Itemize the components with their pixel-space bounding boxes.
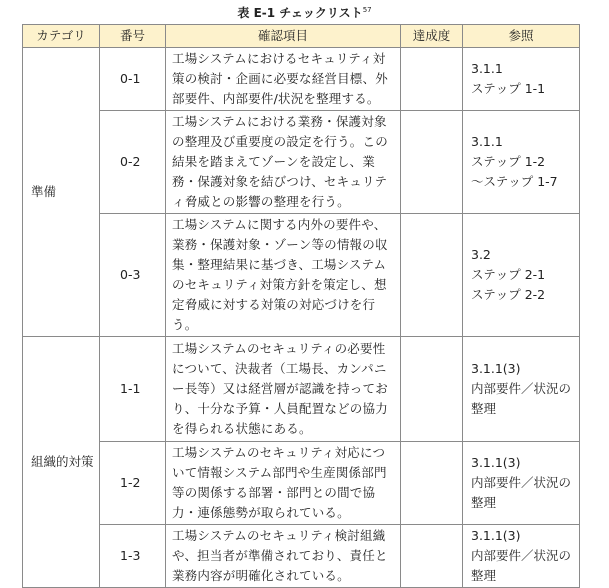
ref-line: 内部要件／状況の <box>471 475 572 490</box>
item-cell: 工場システムのセキュリティの必要性について、決裁者（工場長、カンパニー長等）又は経営層が認識を持っており、十分な予算・人員配置などの協力を得られる状態にある。 <box>166 337 401 442</box>
header-reference: 参照 <box>463 25 580 48</box>
number-cell: 0-2 <box>100 111 166 214</box>
achievement-cell[interactable] <box>401 111 463 214</box>
reference-cell <box>463 337 580 442</box>
ref-line: ステップ 2-1 <box>471 267 546 282</box>
title-text: 表 E-1 チェックリスト <box>237 6 363 20</box>
ref-line: 整理 <box>471 495 497 510</box>
number-cell: 0-3 <box>100 214 166 337</box>
table-row <box>23 111 580 214</box>
table-row <box>23 214 580 337</box>
table-row <box>23 525 580 588</box>
checklist-table <box>22 24 580 588</box>
ref-line: ～ステップ 1-7 <box>471 174 558 189</box>
number-cell: 1-1 <box>100 337 166 442</box>
item-cell: 工場システムにおけるセキュリティ対策の検討・企画に必要な経営目標、外部要件、内部要件/状況を整理する。 <box>166 48 401 111</box>
table-row <box>23 442 580 525</box>
ref-line: 3.1.1(3) <box>471 528 521 543</box>
ref-line: 3.1.1(3) <box>471 361 521 376</box>
ref-line: 3.1.1 <box>471 134 503 149</box>
achievement-cell[interactable] <box>401 442 463 525</box>
number-cell: 0-1 <box>100 48 166 111</box>
ref-line: 3.1.1 <box>471 61 503 76</box>
achievement-cell[interactable] <box>401 525 463 588</box>
ref-line: ステップ 2-2 <box>471 287 546 302</box>
header-achievement: 達成度 <box>401 25 463 48</box>
table-title <box>0 4 609 21</box>
table-row <box>23 337 580 442</box>
ref-line: 3.2 <box>471 247 491 262</box>
ref-line: 整理 <box>471 401 497 416</box>
achievement-cell[interactable] <box>401 214 463 337</box>
achievement-cell[interactable] <box>401 337 463 442</box>
header-item: 確認項目 <box>166 25 401 48</box>
ref-line: ステップ 1-2 <box>471 154 546 169</box>
ref-line: ステップ 1-1 <box>471 81 546 96</box>
header-category: カテゴリ <box>23 25 100 48</box>
header-row <box>23 25 580 48</box>
item-cell: 工場システムのセキュリティ検討組織や、担当者が準備されており、責任と業務内容が明確化されている。 <box>166 525 401 588</box>
achievement-cell[interactable] <box>401 48 463 111</box>
item-cell: 工場システムのセキュリティ対応について情報システム部門や生産関係部門等の関係する部署・部門との間で協力・連係態勢が取られている。 <box>166 442 401 525</box>
item-cell: 工場システムに関する内外の要件や、業務・保護対象・ゾーン等の情報の収集・整理結果に基づき、工場システムのセキュリティ対策方針を策定し、想定脅威に対する対策の対応づけを行う。 <box>166 214 401 337</box>
reference-cell <box>463 48 580 111</box>
ref-line: 内部要件／状況の <box>471 381 572 396</box>
reference-cell <box>463 214 580 337</box>
reference-cell <box>463 525 580 588</box>
category-cell: 準備 <box>23 48 100 337</box>
reference-cell <box>463 111 580 214</box>
category-cell: 組織的対策 <box>23 337 100 588</box>
ref-line: 内部要件／状況の <box>471 548 572 563</box>
ref-line: 整理 <box>471 568 497 583</box>
header-number: 番号 <box>100 25 166 48</box>
number-cell: 1-2 <box>100 442 166 525</box>
footnote-ref: 57 <box>362 6 372 14</box>
item-cell: 工場システムにおける業務・保護対象の整理及び重要度の設定を行う。この結果を踏まえてゾーンを設定し、業務・保護対象を結びつけ、セキュリティ脅威との影響の整理を行う。 <box>166 111 401 214</box>
reference-cell <box>463 442 580 525</box>
ref-line: 3.1.1(3) <box>471 455 521 470</box>
number-cell: 1-3 <box>100 525 166 588</box>
table-row <box>23 48 580 111</box>
